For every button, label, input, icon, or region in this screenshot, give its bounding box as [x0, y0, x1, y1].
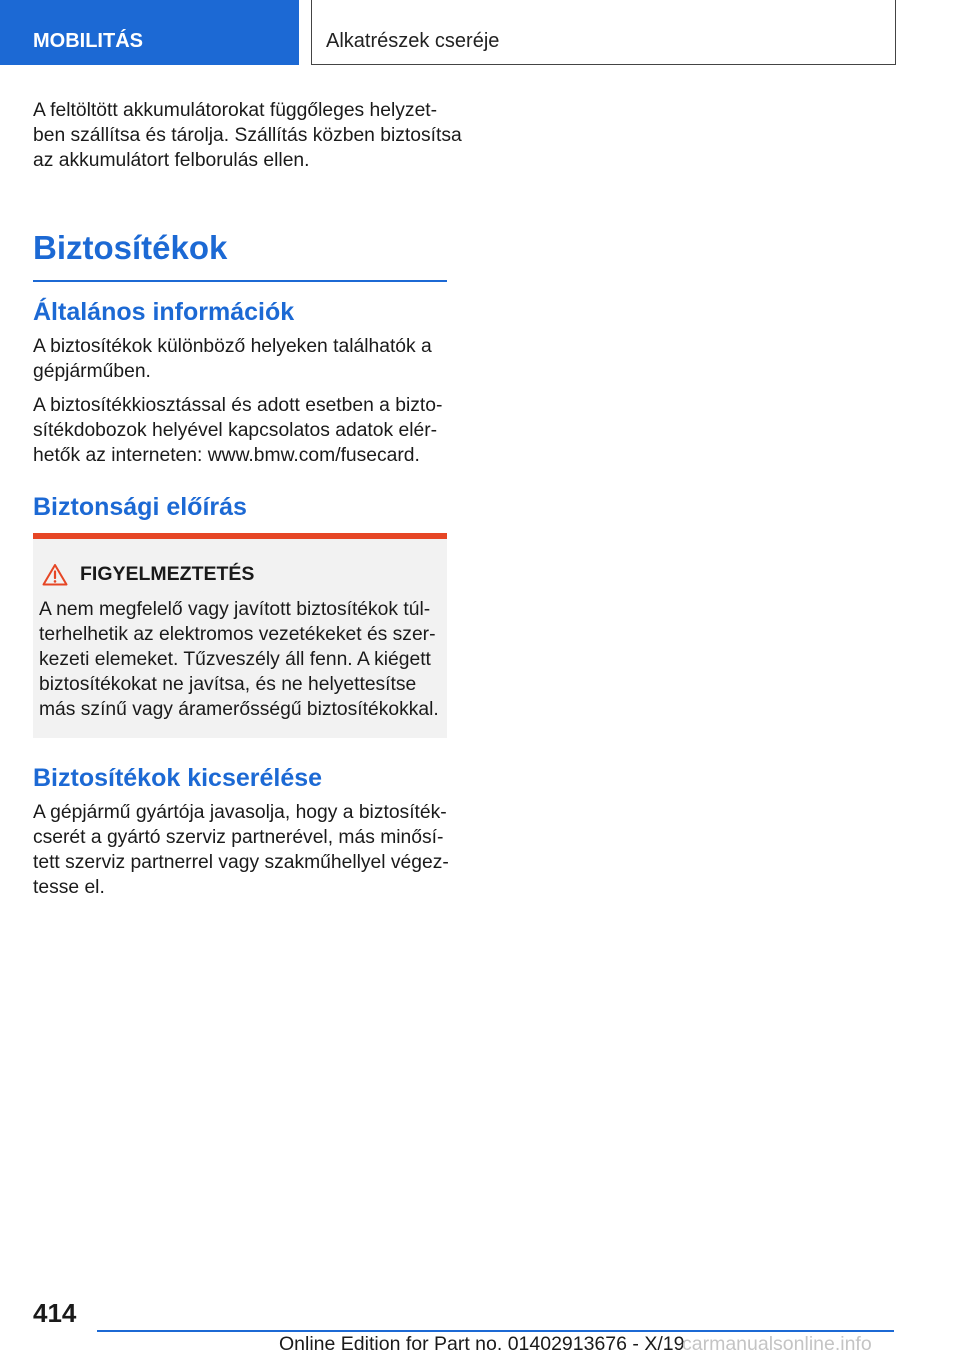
text-line: ben szállítsa és tárolja. Szállítás közben biztosítsa — [33, 125, 462, 146]
safety-heading: Biztonsági előírás — [33, 493, 247, 521]
warning-box — [33, 533, 447, 738]
general-info-section — [33, 296, 447, 477]
safety-section — [33, 491, 447, 523]
replace-section — [33, 762, 447, 909]
main-heading: Biztosítékok — [33, 229, 228, 266]
text-line: sítékdobozok helyével kapcsolatos adatok elér‐ — [33, 420, 438, 441]
intro-paragraph — [33, 98, 462, 182]
warning-title: FIGYELMEZTETÉS — [80, 563, 255, 585]
text-line: gépjárműben. — [33, 361, 151, 382]
watermark: carmanualsonline.info — [682, 1333, 872, 1355]
text-line: cserét a gyártó szerviz partnerével, más minősí‐ — [33, 827, 444, 848]
edition-text: Online Edition for Part no. 01402913676 - X/19 — [279, 1333, 685, 1355]
text-line: terhelhetik az elektromos vezetékeket és szer‐ — [39, 624, 436, 645]
text-line: A biztosítékkiosztással és adott esetben a bizto‐ — [33, 395, 443, 416]
text-line: tesse el. — [33, 877, 105, 898]
warning-text — [39, 597, 443, 722]
text-line: hetők az interneten: www.bmw.com/fusecard. — [33, 445, 420, 466]
page-number: 414 — [33, 1298, 77, 1328]
text-line: más színű vagy áramerősségű biztosítékokkal. — [39, 699, 439, 720]
warning-triangle-icon — [42, 563, 68, 586]
warning-header — [42, 563, 254, 586]
text-line: A feltöltött akkumulátorokat függőleges helyzet‐ — [33, 100, 438, 121]
heading-divider — [33, 280, 447, 282]
text-line: tett szerviz partnerrel vagy szakműhellyel végez‐ — [33, 852, 449, 873]
text-line: A biztosítékok különböző helyeken találhatók a — [33, 336, 432, 357]
text-line: A gépjármű gyártója javasolja, hogy a biztosíték‐ — [33, 802, 447, 823]
text-line: az akkumulátort felborulás ellen. — [33, 150, 310, 171]
main-section — [33, 228, 447, 282]
text-line: biztosítékokat ne javítsa, és ne helyettesítse — [39, 674, 417, 695]
footer-divider — [97, 1330, 894, 1332]
chapter-title: Alkatrészek cseréje — [311, 0, 896, 65]
general-info-para2 — [33, 393, 447, 468]
general-info-heading: Általános információk — [33, 298, 295, 326]
replace-paragraph — [33, 800, 447, 900]
replace-heading: Biztosítékok kicserélése — [33, 764, 323, 792]
section-tab: MOBILITÁS — [0, 0, 299, 65]
general-info-para1 — [33, 334, 447, 384]
text-line: kezeti elemeket. Tűzveszély áll fenn. A kiégett — [39, 649, 431, 670]
text-line: A nem megfelelő vagy javított biztosítékok túl‐ — [39, 599, 431, 620]
